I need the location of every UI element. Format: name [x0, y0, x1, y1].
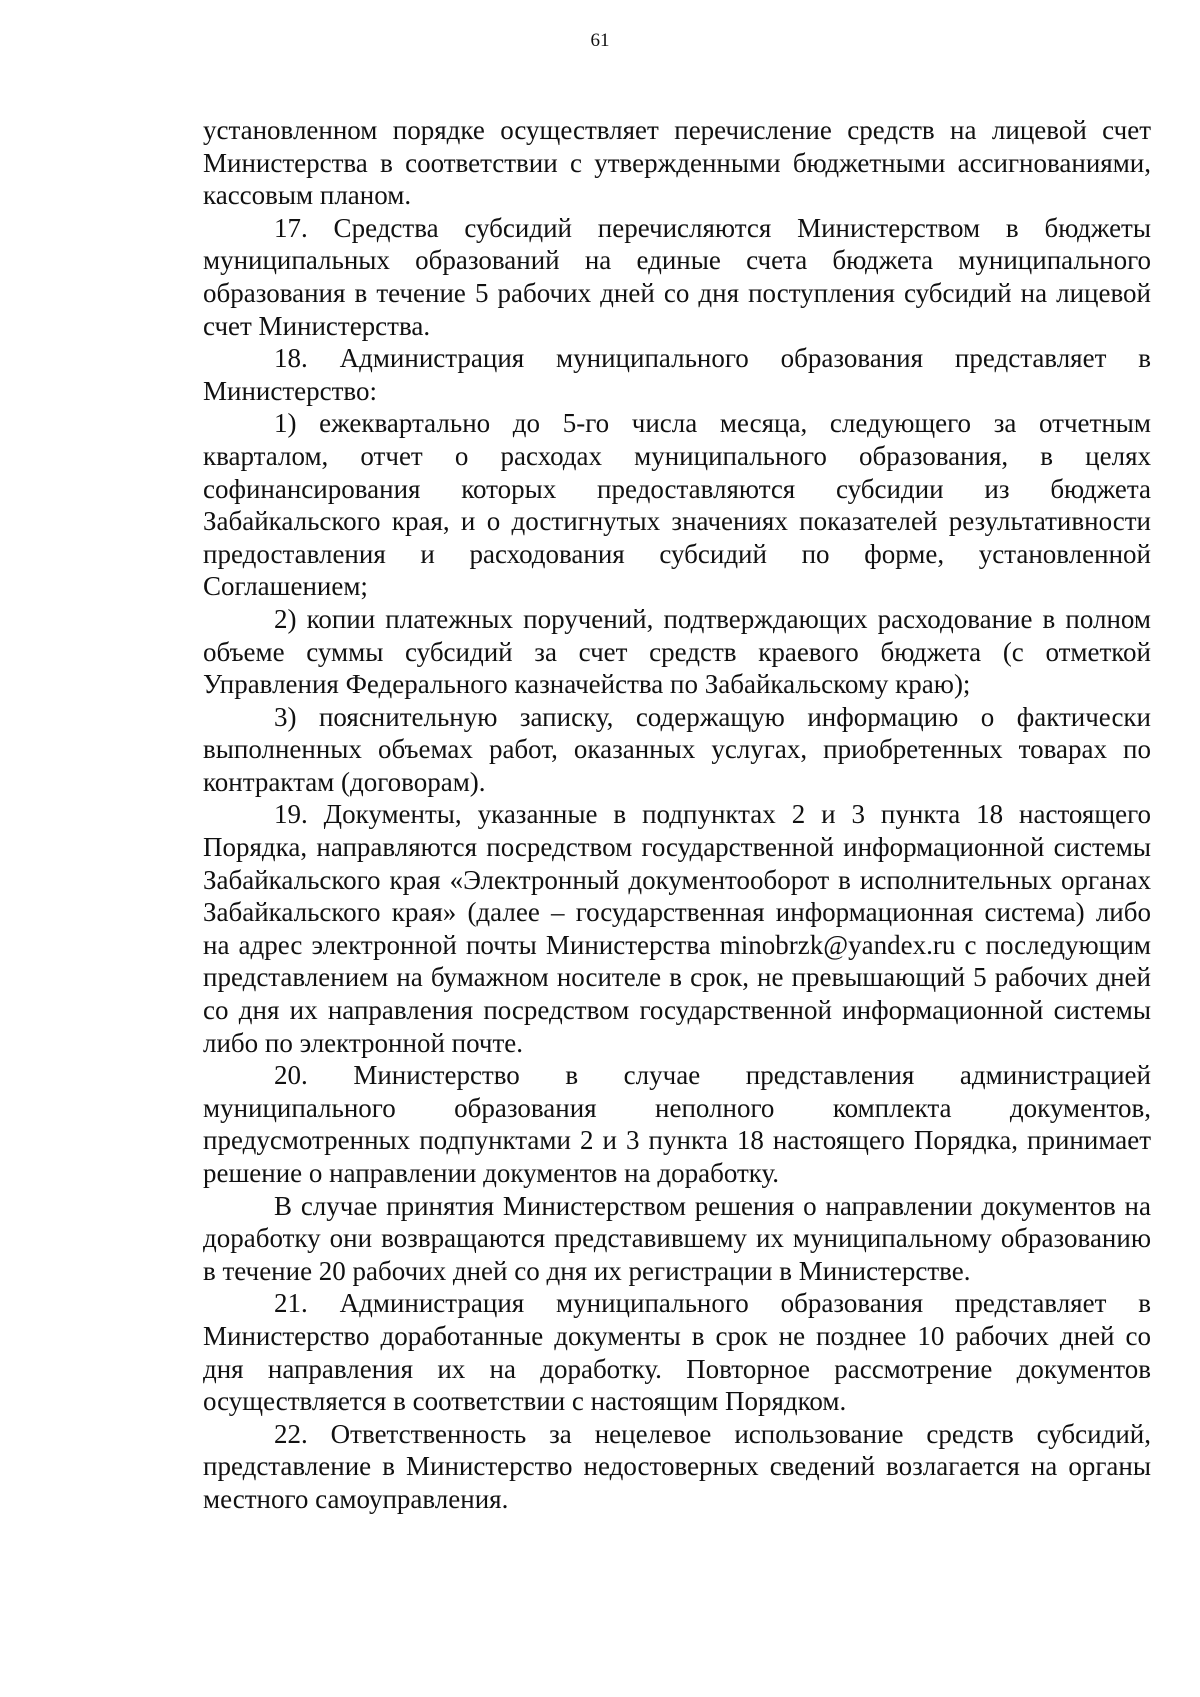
paragraph-item-19: 19. Документы, указанные в подпунктах 2 и 3 пункта 18 настоящего Порядка, направляются посредством государственной информационной системы Забайкальского края «Электронный документооборот в исполнительных органах Забайкальского края» (далее – государственная информационная система) либо на адрес электронной почты Министерства minobrzk@yandex.ru с последующим представлением на бумажном носителе в срок, не превышающий 5 рабочих дней со дня их направления посредством государственной информационной системы либо по электронной почте. [203, 799, 1151, 1058]
paragraph-subitem-1: 1) ежеквартально до 5-го числа месяца, следующего за отчетным кварталом, отчет о расходах муниципального образования, в целях софинансирования которых предоставляются субсидии из бюджета Забайкальского края, и о достигнутых значениях показателей результативности предоставления и расходования субсидий по форме, установленной Соглашением; [203, 408, 1151, 602]
paragraph-item-21: 21. Администрация муниципального образования представляет в Министерство доработанные документы в срок не позднее 10 рабочих дней со дня направления их на доработку. Повторное рассмотрение документов осуществляется в соответствии с настоящим Порядком. [203, 1288, 1151, 1417]
paragraph-item-20: 20. Министерство в случае представления администрацией муниципального образования неполного комплекта документов, предусмотренных подпунктами 2 и 3 пункта 18 настоящего Порядка, принимает решение о направлении документов на доработку. [203, 1060, 1151, 1188]
paragraph-item-17: 17. Средства субсидий перечисляются Министерством в бюджеты муниципальных образований на единые счета бюджета муниципального образования в течение 5 рабочих дней со дня поступления субсидий на лицевой счет Министерства. [203, 212, 1151, 341]
paragraph-subitem-2: 2) копии платежных поручений, подтверждающих расходование в полном объеме суммы субсидий за счет средств краевого бюджета (с отметкой Управления Федерального казначейства по Забайкальскому краю); [203, 603, 1151, 700]
paragraph-subitem-3: 3) пояснительную записку, содержащую информацию о фактически выполненных объемах работ, оказанных услугах, приобретенных товарах по контрактам (договорам). [203, 701, 1151, 797]
paragraph-item-18: 18. Администрация муниципального образования представляет в Министерство: [203, 343, 1151, 406]
document-body [203, 114, 1151, 1516]
paragraph-item-20-continued: В случае принятия Министерством решения о направлении документов на доработку они возвращаются представившему их муниципальному образованию в течение 20 рабочих дней со дня их регистрации в Министерстве. [203, 1190, 1151, 1286]
paragraph-continuation: установленном порядке осуществляет перечисление средств на лицевой счет Министерства в соответствии с утвержденными бюджетными ассигнованиями, кассовым планом. [203, 115, 1151, 211]
page-number: 61 [590, 30, 610, 51]
paragraph-item-22: 22. Ответственность за нецелевое использование средств субсидий, представление в Министерство недостоверных сведений возлагается на органы местного самоуправления. [203, 1418, 1151, 1514]
